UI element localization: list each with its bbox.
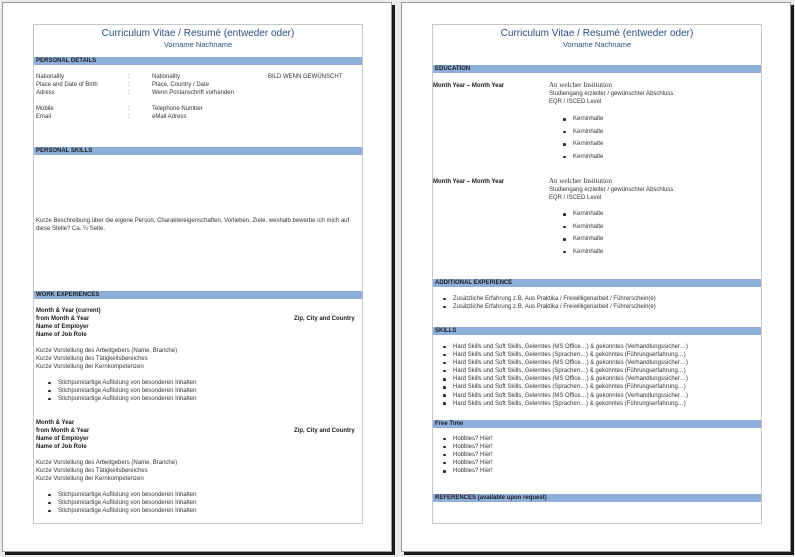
list-item xyxy=(441,295,656,303)
list-item-text: Hard Skills und Soft Skills, Gelerntes (MS Office…) & gekonntes (Verhandlungssicher…) xyxy=(453,344,688,350)
list-item xyxy=(46,507,196,515)
education-bullets xyxy=(561,208,603,258)
section-work-experiences: WORK EXPERIENCES xyxy=(34,291,362,299)
list-item xyxy=(46,379,196,387)
page-1-content xyxy=(33,24,363,524)
education-institution: An welcher Institution xyxy=(549,177,612,185)
list-item-text: Kerninhalte xyxy=(573,236,604,243)
bullet-icon xyxy=(443,362,446,365)
detail-label: Place and Date of Birth xyxy=(36,82,98,88)
list-item xyxy=(441,451,493,459)
skills-bullets xyxy=(441,343,688,408)
list-item xyxy=(46,387,196,395)
list-item xyxy=(561,246,603,259)
list-item-text: Hobbies? Hier! xyxy=(453,460,493,467)
detail-value: Place, Country / Date xyxy=(152,82,210,88)
work-bullets xyxy=(46,491,196,515)
work-location: Zip, City and Country xyxy=(294,316,355,322)
bullet-icon xyxy=(443,306,446,309)
work-date-from: from Month & Year xyxy=(36,316,90,322)
detail-value: eMail Adress xyxy=(152,114,187,120)
bullet-icon xyxy=(563,156,566,159)
bullet-icon xyxy=(563,143,566,146)
work-desc: Kurze Vorstellung des Arbeitgebers (Name, Branche) xyxy=(36,460,178,466)
work-desc: Kurze Vorstellung des Arbeitgebers (Name, Branche) xyxy=(36,348,178,354)
list-item xyxy=(441,351,688,359)
education-degree: Studiengang erzielter / gewünschter Abschluss xyxy=(549,91,674,97)
bullet-icon xyxy=(443,378,446,381)
list-item xyxy=(561,126,603,139)
cv-name: Vorname Nachname xyxy=(562,40,632,49)
work-employer: Name of Employer xyxy=(36,324,89,330)
list-item xyxy=(441,392,688,400)
bullet-icon xyxy=(443,402,446,405)
work-desc: Kurze Vorstellung der Kernkompetenzen xyxy=(36,364,144,370)
work-date-to: Month & Year xyxy=(36,420,75,426)
cv-title: Curriculum Vitae / Resumé (entweder oder) xyxy=(101,28,295,39)
bullet-icon xyxy=(563,251,566,254)
education-date: Month Year – Month Year xyxy=(433,179,505,185)
list-item xyxy=(561,138,603,151)
free-time-bullets xyxy=(441,435,493,475)
work-role: Name of Job Role xyxy=(36,444,87,450)
bullet-icon xyxy=(48,494,51,497)
section-references: REFERENCES (available upon request) xyxy=(433,494,761,502)
section-education: EDUCATION xyxy=(433,65,761,73)
bullet-icon xyxy=(443,470,446,473)
list-item-text: Hard Skills und Soft Skills, Gelerntes (Sprachen…) & gekonntes (Führungserfahrung…) xyxy=(453,352,686,359)
bullet-icon xyxy=(563,131,566,134)
bullet-icon xyxy=(563,118,566,121)
detail-separator: : xyxy=(128,90,130,96)
list-item-text: Kerninhalte xyxy=(573,128,604,135)
list-item xyxy=(441,359,688,367)
work-desc: Kurze Vorstellung der Kernkompetenzen xyxy=(36,476,144,482)
education-degree: Studiengang erzielter / gewünschter Abschluss xyxy=(549,187,674,193)
work-date-from: from Month & Year xyxy=(36,428,90,434)
personal-description: Kurze Beschreibung über die eigene Person, Charaktereigenschaften, Vorlieben, Ziele, weshalb bewerbe ich mich auf diese Stelle? Ca. ¼ Seite. xyxy=(36,218,350,232)
list-item xyxy=(46,499,196,507)
detail-label: Email xyxy=(36,114,52,120)
list-item xyxy=(441,400,688,408)
bullet-icon xyxy=(48,502,51,505)
list-item-text: Stichpunktartige Auflistung von besonderen Inhalten xyxy=(58,380,197,386)
detail-label: Adress xyxy=(36,90,55,96)
bullet-icon xyxy=(48,390,51,393)
list-item xyxy=(561,113,603,126)
list-item xyxy=(561,221,603,234)
list-item-text: Kerninhalte xyxy=(573,248,604,255)
list-item-text: Hobbies? Hier! xyxy=(453,452,493,459)
bullet-icon xyxy=(443,438,446,441)
list-item-text: Hard Skills und Soft Skills, Gelerntes (Sprachen…) & gekonntes (Führungserfahrung…) xyxy=(453,368,686,375)
bullet-icon xyxy=(563,238,566,241)
detail-label: Mobile xyxy=(36,106,54,112)
list-item-text: Kerninhalte xyxy=(573,116,604,122)
page-2-content xyxy=(432,24,762,524)
list-item-text: Stichpunktartige Auflistung von besonderen Inhalten xyxy=(58,500,197,507)
detail-label: Nationality xyxy=(36,74,65,80)
list-item-text: Kerninhalte xyxy=(573,211,604,217)
bullet-icon xyxy=(443,394,446,397)
list-item-text: Stichpunktartige Auflistung von besonderen Inhalten xyxy=(58,492,197,498)
list-item-text: Stichpunktartige Auflistung von besonderen Inhalten xyxy=(58,508,197,515)
detail-separator: : xyxy=(128,114,130,120)
bullet-icon xyxy=(443,454,446,457)
list-item xyxy=(441,435,493,443)
detail-value: Nationality xyxy=(152,74,181,80)
bullet-icon xyxy=(48,510,51,513)
work-bullets xyxy=(46,379,196,403)
bullet-icon xyxy=(563,213,566,216)
list-item xyxy=(46,395,196,403)
list-item-text: Hard Skills und Soft Skills, Gelerntes (MS Office…) & gekonntes (Verhandlungssicher…) xyxy=(453,392,688,399)
list-item-text: Kerninhalte xyxy=(573,223,604,230)
page-2 xyxy=(401,2,791,552)
education-level: EQR / ISCED Level xyxy=(549,99,602,105)
page-1 xyxy=(2,2,392,552)
list-item-text: Hard Skills und Soft Skills, Gelerntes (Sprachen…) & gekonntes (Führungserfahrung…) xyxy=(453,384,686,391)
work-role: Name of Job Role xyxy=(36,332,87,338)
list-item-text: Hobbies? Hier! xyxy=(453,436,493,442)
work-location: Zip, City and Country xyxy=(294,428,355,434)
bullet-icon xyxy=(443,446,446,449)
bullet-icon xyxy=(443,462,446,465)
section-skills: SKILLS xyxy=(433,327,761,335)
list-item xyxy=(441,443,493,451)
list-item-text: Zusätzliche Erfahrung z.B. Aus Praktika / Freiwilligenarbeit / Führerschein(e) xyxy=(453,296,656,302)
list-item-text: Kerninhalte xyxy=(573,141,604,148)
detail-separator: : xyxy=(128,74,130,80)
bullet-icon xyxy=(443,386,446,389)
work-desc: Kurze Vorstellung des Tätigkeitsbereiches xyxy=(36,356,148,362)
list-item xyxy=(441,467,493,475)
list-item xyxy=(441,383,688,391)
detail-separator: : xyxy=(128,106,130,112)
list-item xyxy=(441,459,493,467)
list-item xyxy=(441,375,688,383)
detail-separator: : xyxy=(128,82,130,88)
section-personal-skills: PERSONAL SKILLS xyxy=(34,147,362,155)
bullet-icon xyxy=(48,398,51,401)
section-free-time: Free Time xyxy=(433,420,761,428)
bullet-icon xyxy=(443,298,446,301)
list-item-text: Zusätzliche Erfahrung z.B. Aus Praktika / Freiwilligenarbeit / Führerschein(e) xyxy=(453,304,656,311)
bullet-icon xyxy=(563,226,566,229)
education-institution: An welcher Institution xyxy=(549,81,612,89)
section-additional-experience: ADDITIONAL EXPERIENCE xyxy=(433,279,761,287)
list-item xyxy=(441,343,688,351)
work-desc: Kurze Vorstellung des Tätigkeitsbereiches xyxy=(36,468,148,474)
list-item xyxy=(561,208,603,221)
list-item xyxy=(441,367,688,375)
list-item xyxy=(561,233,603,246)
list-item-text: Hard Skills und Soft Skills, Gelerntes (Sprachen…) & gekonntes (Führungserfahrung…) xyxy=(453,400,686,407)
list-item-text: Stichpunktartige Auflistung von besonderen Inhalten xyxy=(58,388,197,395)
cv-title: Curriculum Vitae / Resumé (entweder oder) xyxy=(500,28,694,39)
list-item xyxy=(561,151,603,164)
bullet-icon xyxy=(443,346,446,349)
photo-placeholder: BILD WENN GEWÜNSCHT xyxy=(268,74,343,80)
detail-value: Wenn Postanschrift vorhanden xyxy=(152,90,234,96)
education-bullets xyxy=(561,113,603,163)
detail-value: Telephone Number xyxy=(152,106,203,112)
education-level: EQR / ISCED Level xyxy=(549,195,602,201)
work-date-to: Month & Year (current) xyxy=(36,308,101,314)
bullet-icon xyxy=(443,354,446,357)
list-item xyxy=(46,491,196,499)
list-item-text: Hobbies? Hier! xyxy=(453,444,493,451)
section-personal-details: PERSONAL DETAILS xyxy=(34,57,362,65)
list-item-text: Hobbies? Hier! xyxy=(453,468,493,475)
list-item-text: Hard Skills und Soft Skills, Gelerntes (MS Office…) & gekonntes (Verhandlungssicher…) xyxy=(453,360,688,367)
education-date: Month Year – Month Year xyxy=(433,83,505,89)
list-item-text: Kerninhalte xyxy=(573,153,604,160)
list-item xyxy=(441,303,656,311)
bullet-icon xyxy=(48,382,51,385)
list-item-text: Hard Skills und Soft Skills, Gelerntes (MS Office…) & gekonntes (Verhandlungssicher…) xyxy=(453,376,688,383)
cv-name: Vorname Nachname xyxy=(163,40,233,49)
work-employer: Name of Employer xyxy=(36,436,89,442)
bullet-icon xyxy=(443,370,446,373)
list-item-text: Stichpunktartige Auflistung von besonderen Inhalten xyxy=(58,396,197,403)
additional-bullets xyxy=(441,295,656,311)
